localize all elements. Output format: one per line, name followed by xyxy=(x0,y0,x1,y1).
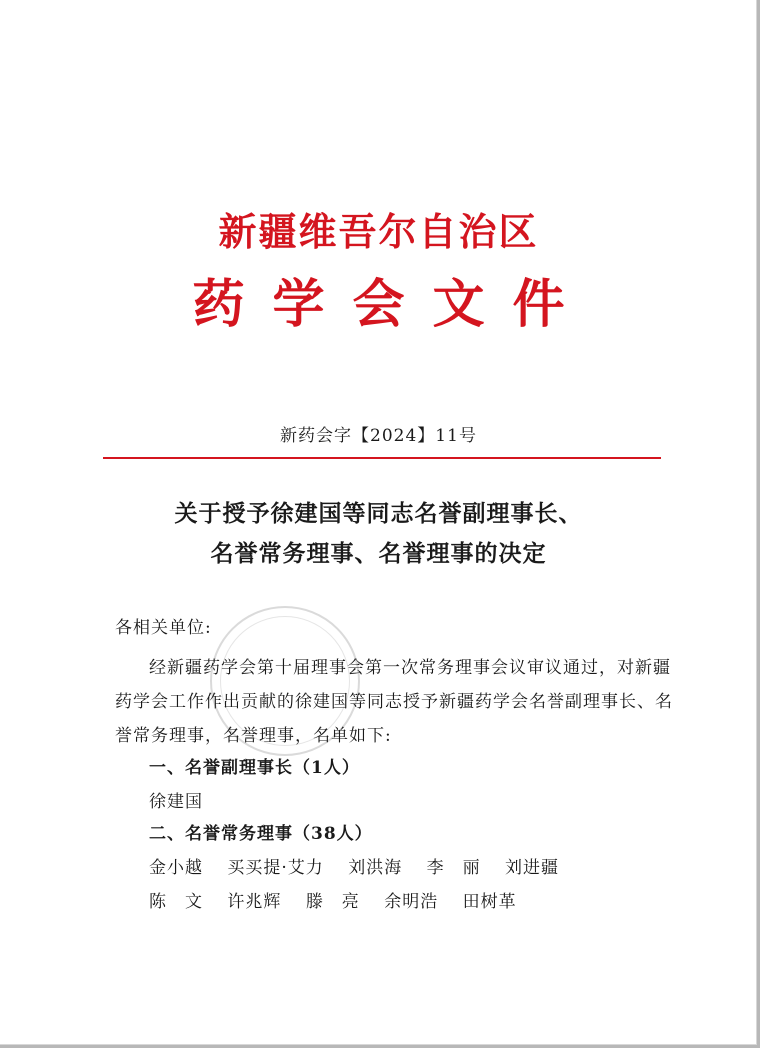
name-entry: 田树革 xyxy=(462,892,517,912)
section2-names-row1 xyxy=(149,856,669,880)
document-title xyxy=(0,494,757,574)
section1-heading: 一、名誉副理事长（1人） xyxy=(149,758,360,778)
name-entry: 刘进疆 xyxy=(505,858,560,878)
name-entry: 买买提·艾力 xyxy=(227,858,324,878)
name-entry: 余明浩 xyxy=(384,892,439,912)
section2-names-row2 xyxy=(149,890,669,914)
name-entry: 滕 亮 xyxy=(305,892,360,912)
issuer-header-line2: 药学会文件 xyxy=(192,274,593,335)
body-paragraph: 经新疆药学会第十届理事会第一次常务理事会议审议通过，对新疆药学会工作作出贡献的徐建国等同志授予新疆药学会名誉副理事长、名誉常务理事，名誉理事，名单如下: xyxy=(115,658,673,746)
red-divider-line xyxy=(103,457,661,459)
name-entry: 陈 文 xyxy=(149,892,203,912)
name-entry: 李 丽 xyxy=(426,858,481,878)
section1-names xyxy=(149,790,669,814)
salutation: 各相关单位: xyxy=(115,618,212,638)
title-line1: 关于授予徐建国等同志名誉副理事长、 xyxy=(174,500,583,527)
name-entry: 刘洪海 xyxy=(348,858,403,878)
section2-heading: 二、名誉常务理事（38人） xyxy=(149,824,373,844)
name-entry: 许兆辉 xyxy=(227,892,282,912)
name-entry: 金小越 xyxy=(149,858,203,878)
document-number: 新药会字【2024】11号 xyxy=(280,426,477,446)
issuer-header-line1: 新疆维吾尔自治区 xyxy=(218,209,539,254)
name-entry: 徐建国 xyxy=(149,792,203,812)
title-line2: 名誉常务理事、名誉理事的决定 xyxy=(210,540,547,567)
